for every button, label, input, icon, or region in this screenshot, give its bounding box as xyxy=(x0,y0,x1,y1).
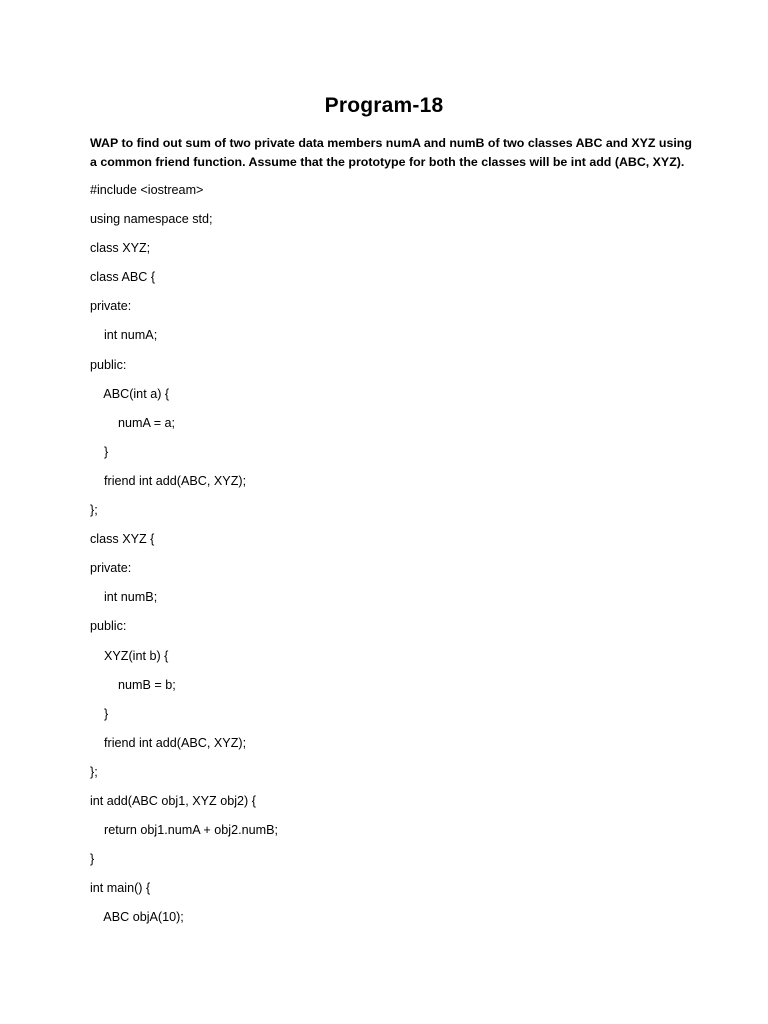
code-line: int numB; xyxy=(90,590,158,605)
code-line: } xyxy=(90,852,95,867)
question-text xyxy=(90,134,690,172)
code-line: } xyxy=(90,444,109,459)
code-line: friend int add(ABC, XYZ); xyxy=(90,735,247,750)
code-line: }; xyxy=(90,503,98,518)
code-line: ABC(int a) { xyxy=(90,386,170,401)
code-line: class XYZ; xyxy=(90,241,151,256)
page-title: Program-18 xyxy=(324,94,444,117)
code-line: ABC objA(10); xyxy=(90,910,184,925)
code-line: class XYZ { xyxy=(90,532,155,547)
code-line: numB = b; xyxy=(90,677,176,692)
code-line: return obj1.numA + obj2.numB; xyxy=(90,823,278,838)
code-line: #include <iostream> xyxy=(90,183,204,197)
code-line: int add(ABC obj1, XYZ obj2) { xyxy=(90,793,256,808)
code-line: using namespace std; xyxy=(90,212,213,227)
question-line: a common friend function. Assume that the prototype for both the classes will be int add (ABC, XYZ). xyxy=(90,155,685,169)
code-line: private: xyxy=(90,561,132,576)
code-listing xyxy=(90,181,278,937)
code-line: } xyxy=(90,706,109,721)
code-line: numA = a; xyxy=(90,415,176,430)
code-line: private: xyxy=(90,299,132,314)
code-line: XYZ(int b) { xyxy=(90,648,169,663)
code-line: int main() { xyxy=(90,881,151,896)
code-line: friend int add(ABC, XYZ); xyxy=(90,473,247,488)
code-line: }; xyxy=(90,764,98,779)
code-line: public: xyxy=(90,357,127,372)
code-line: int numA; xyxy=(90,328,158,343)
code-line: public: xyxy=(90,619,127,634)
question-line: WAP to find out sum of two private data members numA and numB of two classes ABC and XYZ using xyxy=(90,136,692,150)
code-line: class ABC { xyxy=(90,270,156,285)
